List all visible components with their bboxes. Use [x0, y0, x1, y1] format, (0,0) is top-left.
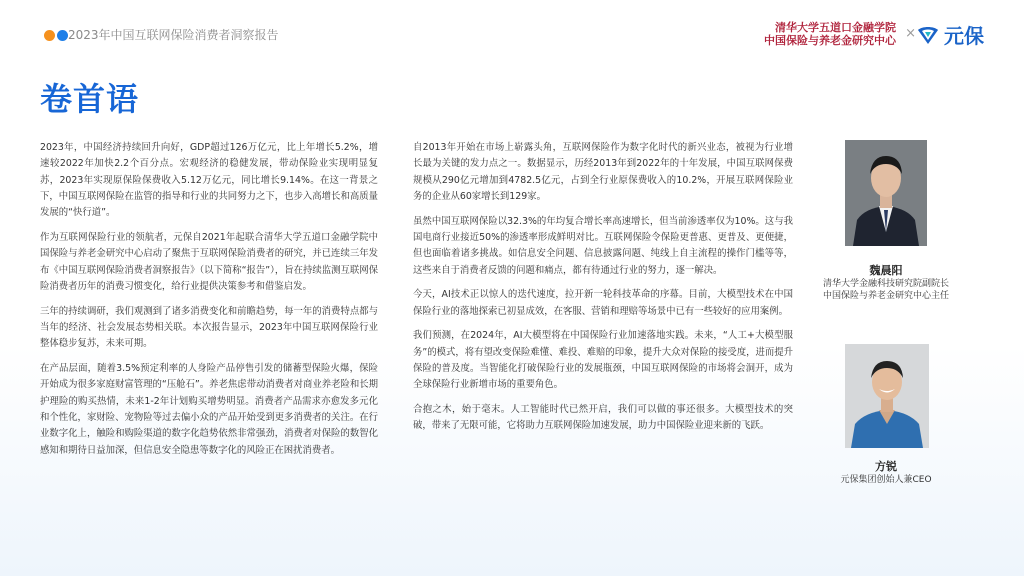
page-title: 卷首语 — [40, 80, 140, 118]
person-title — [801, 278, 971, 302]
portrait-photo — [845, 344, 929, 448]
person-silhouette-icon — [845, 140, 927, 246]
middle-column — [413, 140, 793, 443]
person-title — [801, 474, 971, 486]
person-title-line-2: 中国保险与养老金研究中心主任 — [822, 291, 949, 301]
paragraph: 自2013年开始在市场上崭露头角，互联网保险作为数字化时代的新兴业态，被视为行业增长最为关键的发力点之一。数据显示，历经2013年到2022年的十年发展，中国互联网保费规模从290亿元增加到4782.5亿元，占到全行业原保费收入的10.2%，开展互联网保险业务的企业从60家增长到129家。 — [413, 142, 793, 202]
paragraph: 虽然中国互联网保险以32.3%的年均复合增长率高速增长，但当前渗透率仅为10%。这与我国电商行业接近50%的渗透率形成鲜明对比。互联网保险令保险更普惠、更普及、更便捷，但也面临着诸多挑战。如信息安全问题、信息披露问题、纯线上自主流程的操作门槛等等，这些来自于消费者反馈的问题和痛点，都有待通过行业的努力，逐一解决。 — [413, 215, 793, 276]
partner-line-2: 中国保险与养老金研究中心 — [764, 34, 896, 47]
paragraph: 在产品层面，随着3.5%预定利率的人身险产品停售引发的储蓄型保险火爆，保险开始成为很多家庭财富管理的“压舱石”。养老焦虑带动消费者对商业养老险和长期护理险的购买热情，未来1-2年计划购买增势明显。消费者产品需求亦愈发多元化和个性化，家财险、宠物险等过去偏小众的产品开始受到更多消费者的关注。在行业数字化上，触险和购险渠道的数字化趋势依然非常强劲，消费者对保险的数智化感知和期待日益加深，但信息安全隐患等数字化的风险正在困扰消费者。 — [40, 363, 378, 456]
paragraph: 我们预测，在2024年，AI大模型将在中国保险行业加速落地实践。未来，“人工+大模型服务”的模式，将有望改变保险难懂、难投、难赔的印象，提升大众对保险的接受度，进而提升保险的普及度。当智能化打破保险行业的发展瓶颈，中国互联网保险的市场将会洞开，成为全球保险行业新增市场的重要角色。 — [413, 330, 793, 391]
blue-dot-icon — [57, 30, 68, 41]
left-column — [40, 140, 378, 467]
times-icon: × — [905, 26, 916, 41]
paragraph: 作为互联网保险行业的领航者，元保自2021年起联合清华大学五道口金融学院中国保险与养老金研究中心启动了聚焦于互联网保险消费者的研究，并已连续三年发布《中国互联网保险消费者洞察报告》（以下简称“报告”），旨在持续监测互联网保险消费者历年的消费习惯变化，给行业提供决策参考和借鉴启发。 — [40, 231, 378, 292]
brand-name: 元保 — [944, 24, 984, 48]
brand — [916, 20, 984, 49]
partner-name — [764, 21, 896, 47]
person-name: 方锐 — [875, 460, 897, 473]
partner-line-1: 清华大学五道口金融学院 — [775, 21, 896, 34]
header-dots — [44, 30, 68, 41]
person-silhouette-icon — [845, 344, 929, 448]
paragraph: 2023年，中国经济持续回升向好，GDP超过126万亿元，比上年增长5.2%，增速较2022年加快2.2个百分点。宏观经济的稳健发展，带动保险业实现明显复苏，2023年实现原保险保费收入5.12万亿元，同比增长9.14%。在这一背景之下，中国互联网保险在监管的指导和行业的共同努力之下，也步入高增长和高质量发展的“快行道”。 — [40, 142, 378, 219]
person-title-line-1: 清华大学金融科技研究院副院长 — [822, 279, 949, 289]
paragraph: 三年的持续调研，我们观测到了诸多消费变化和前瞻趋势，每一年的消费特点都与当年的经济、社会发展态势相关联。本次报告显示，2023年中国互联网保险行业整体稳步复苏，未来可期。 — [40, 305, 378, 350]
person-title-line-1: 元保集团创始人兼CEO — [840, 475, 932, 485]
person-name: 魏晨阳 — [869, 264, 903, 277]
report-title: 2023年中国互联网保险消费者洞察报告 — [68, 28, 279, 42]
paragraph: 合抱之木，始于毫末。人工智能时代已然开启，我们可以做的事还很多。大模型技术的突破，带来了无限可能，它将助力互联网保险加速发展，助力中国保险业迎来新的飞跃。 — [413, 404, 793, 432]
paragraph: 今天，AI技术正以惊人的迭代速度，拉开新一轮科技革命的序幕。目前，大模型技术在中国保险行业的落地探索已初显成效，在客服、营销和理赔等场景中已有一些较好的应用案例。 — [413, 289, 793, 317]
brand-logo-icon — [916, 23, 940, 47]
orange-dot-icon — [44, 30, 55, 41]
portrait-photo — [845, 140, 927, 246]
